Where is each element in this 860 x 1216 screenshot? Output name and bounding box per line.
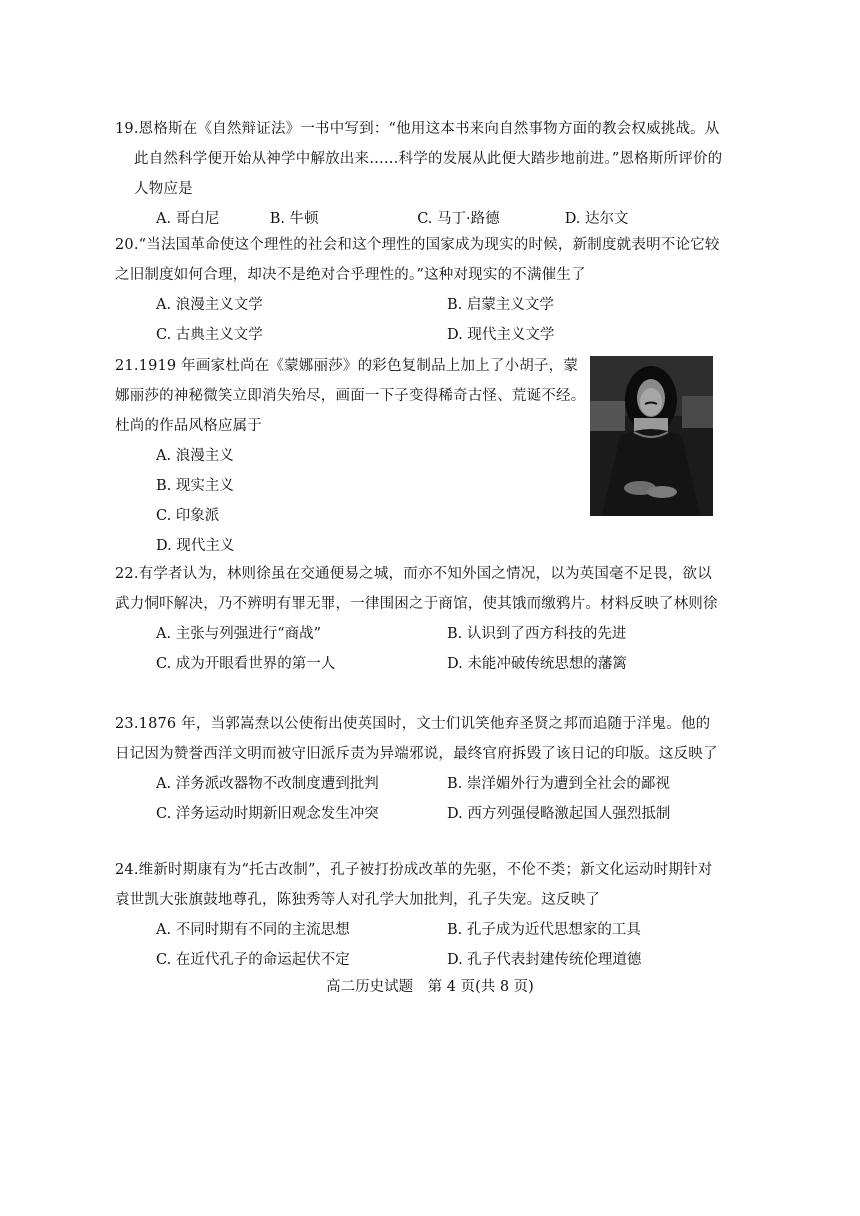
question-22	[115, 559, 724, 679]
question-21	[115, 351, 589, 561]
question-23	[115, 709, 724, 829]
option-b[interactable]: B. 崇洋媚外行为遭到全社会的鄙视	[447, 776, 670, 792]
question-text: 19.恩格斯在《自然辩证法》一书中写到：“他用这本书来向自然事物方面的教会权威挑战。从此自然科学便开始从神学中解放出来……科学的发展从此便大踏步地前进。”恩格斯所评价的人物应是	[115, 121, 723, 197]
option-a[interactable]: A. 主张与列强进行“商战”	[156, 626, 322, 642]
option-c[interactable]: C. 在近代孔子的命运起伏不定	[156, 952, 350, 968]
option-a[interactable]: A. 哥白尼	[156, 211, 220, 227]
option-d[interactable]: D. 未能冲破传统思想的藩篱	[447, 656, 627, 672]
question-text: 22.有学者认为，林则徐虽在交通便易之城，而亦不知外国之情况，以为英国毫不足畏，欲以武力恫吓解决，乃不辨明有罪无罪，一律围困之于商馆，使其饿而缴鸦片。材料反映了林则徐	[115, 566, 718, 612]
question-text: 20.“当法国革命使这个理性的社会和这个理性的国家成为现实的时候，新制度就表明不论它较之旧制度如何合理，却决不是绝对合乎理性的。”这种对现实的不满催生了	[115, 237, 720, 283]
option-d[interactable]: D. 现代主义文学	[447, 327, 555, 343]
option-b[interactable]: B. 启蒙主义文学	[447, 297, 554, 313]
option-a[interactable]: A. 不同时期有不同的主流思想	[156, 922, 350, 938]
option-c[interactable]: C. 马丁·路德	[417, 211, 500, 227]
options	[134, 769, 724, 829]
option-a[interactable]: A. 浪漫主义	[156, 448, 234, 464]
question-text: 23.1876 年，当郭嵩焘以公使衔出使英国时，文士们讥笑他弃圣贤之邦而追随于洋鬼。他的日记因为赞誉西洋文明而被守旧派斥责为异端邪说，最终官府拆毁了该日记的印版。这反映了	[115, 716, 718, 762]
options	[134, 290, 724, 350]
options	[134, 915, 724, 975]
mona-lisa-image	[590, 356, 713, 516]
option-c[interactable]: C. 成为开眼看世界的第一人	[156, 656, 336, 672]
option-d[interactable]: D. 孔子代表封建传统伦理道德	[447, 952, 642, 968]
option-d[interactable]: D. 达尔文	[564, 211, 629, 227]
question-20	[115, 230, 724, 350]
option-a[interactable]: A. 洋务派改器物不改制度遭到批判	[156, 776, 379, 792]
question-24	[115, 855, 724, 975]
options	[134, 619, 724, 679]
option-b[interactable]: B. 孔子成为近代思想家的工具	[447, 922, 641, 938]
question-text: 21.1919 年画家杜尚在《蒙娜丽莎》的彩色复制品上加上了小胡子，蒙娜丽莎的神秘微笑立即消失殆尽，画面一下子变得稀奇古怪、荒诞不经。杜尚的作品风格应属于	[115, 358, 586, 434]
option-d[interactable]: D. 西方列强侵略激起国人强烈抵制	[447, 806, 671, 822]
page-footer: 高二历史试题 第 4 页(共 8 页)	[326, 979, 534, 995]
option-c[interactable]: C. 古典主义文学	[156, 327, 263, 343]
option-c[interactable]: C. 印象派	[156, 508, 220, 524]
option-d[interactable]: D. 现代主义	[156, 538, 235, 554]
options	[134, 441, 589, 561]
option-b[interactable]: B. 现实主义	[156, 478, 234, 494]
option-b[interactable]: B. 认识到了西方科技的先进	[447, 626, 627, 642]
question-text: 24.维新时期康有为“托古改制”，孔子被打扮成改革的先驱，不伦不类；新文化运动时期针对袁世凯大张旗鼓地尊孔，陈独秀等人对孔学大加批判，孔子失宠。这反映了	[115, 862, 713, 908]
option-c[interactable]: C. 洋务运动时期新旧观念发生冲突	[156, 806, 379, 822]
question-19	[115, 114, 724, 234]
option-b[interactable]: B. 牛顿	[269, 211, 319, 227]
option-a[interactable]: A. 浪漫主义文学	[156, 297, 263, 313]
